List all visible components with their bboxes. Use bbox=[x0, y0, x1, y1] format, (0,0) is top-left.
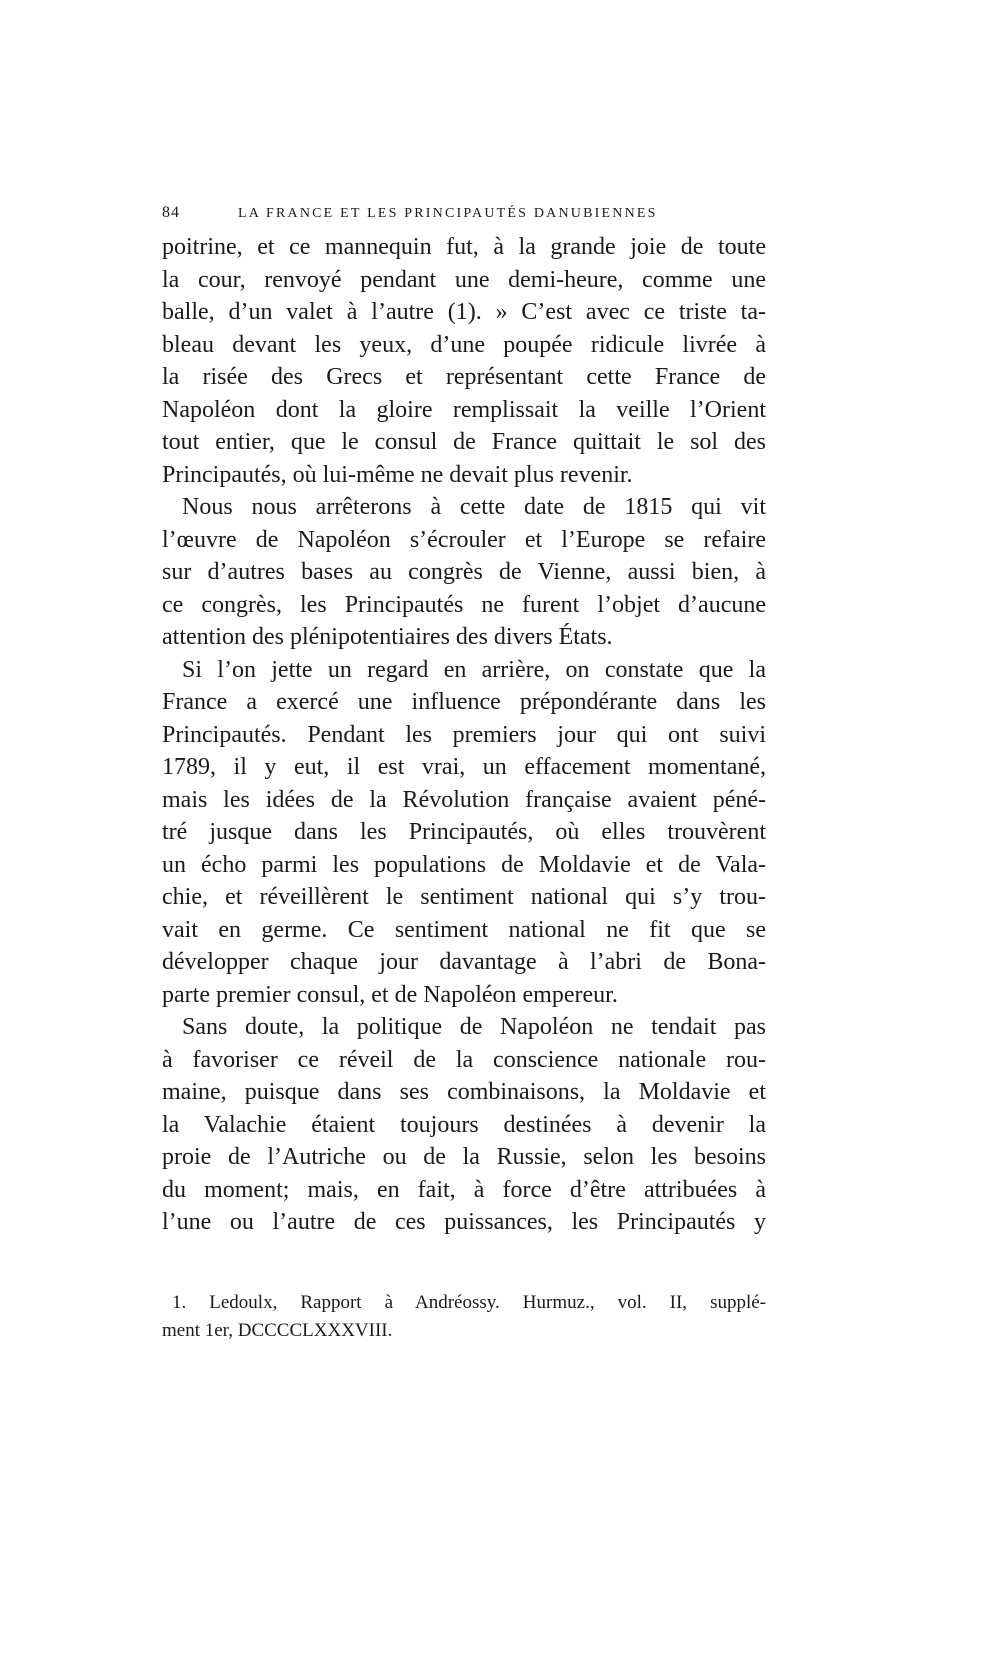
text-line: France a exercé une influence prépondérante dans les bbox=[162, 689, 766, 715]
text-line: parte premier consul, et de Napoléon empereur. bbox=[162, 981, 618, 1008]
text-line: du moment; mais, en fait, à force d’être attribuées à bbox=[162, 1176, 766, 1203]
footnotes bbox=[162, 1289, 766, 1345]
text-line: un écho parmi les populations de Moldavie et de Vala- bbox=[162, 851, 766, 878]
text-line: vait en germe. Ce sentiment national ne fit que se bbox=[162, 916, 766, 943]
text-line: balle, d’un valet à l’autre (1). » C’est avec ce triste ta- bbox=[162, 299, 766, 325]
running-head: LA FRANCE ET LES PRINCIPAUTÉS DANUBIENNES bbox=[238, 206, 658, 221]
text-line: la Valachie étaient toujours destinées à devenir la bbox=[162, 1111, 766, 1138]
text-line: tré jusque dans les Principautés, où elles trouvèrent bbox=[162, 819, 766, 845]
footnote-line: ment 1er, DCCCCLXXXVIII. bbox=[162, 1320, 393, 1341]
text-line: poitrine, et ce mannequin fut, à la grande joie de toute bbox=[162, 234, 766, 260]
text-line: Nous nous arrêterons à cette date de 1815 qui vit bbox=[182, 494, 766, 520]
text-line: Principautés. Pendant les premiers jour qui ont suivi bbox=[162, 721, 766, 748]
text-line: Principautés, où lui-même ne devait plus revenir. bbox=[162, 461, 633, 488]
text-line: la risée des Grecs et représentant cette France de bbox=[162, 364, 766, 390]
text-line: développer chaque jour davantage à l’abri de Bona- bbox=[162, 949, 766, 975]
text-line: proie de l’Autriche ou de la Russie, selon les besoins bbox=[162, 1144, 766, 1170]
text-line: la cour, renvoyé pendant une demi-heure, comme une bbox=[162, 266, 766, 293]
text-line: l’une ou l’autre de ces puissances, les Principautés y bbox=[162, 1209, 766, 1235]
text-line: Napoléon dont la gloire remplissait la veille l’Orient bbox=[162, 396, 766, 423]
text-line: 1789, il y eut, il est vrai, un effacement momentané, bbox=[162, 754, 766, 780]
text-line: attention des plénipotentiaires des divers États. bbox=[162, 624, 613, 650]
text-line: Si l’on jette un regard en arrière, on constate que la bbox=[182, 656, 766, 683]
text-line: tout entier, que le consul de France quittait le sol des bbox=[162, 429, 766, 455]
text-line: sur d’autres bases au congrès de Vienne, aussi bien, à bbox=[162, 559, 766, 585]
text-line: maine, puisque dans ses combinaisons, la Moldavie et bbox=[162, 1079, 766, 1105]
text-line: ce congrès, les Principautés ne furent l’objet d’aucune bbox=[162, 591, 766, 618]
text-line: mais les idées de la Révolution française avaient péné- bbox=[162, 786, 766, 813]
text-line: à favoriser ce réveil de la conscience nationale rou- bbox=[162, 1046, 766, 1073]
text-line: Sans doute, la politique de Napoléon ne tendait pas bbox=[182, 1014, 766, 1040]
body-text bbox=[162, 231, 766, 1239]
text-line: bleau devant les yeux, d’une poupée ridicule livrée à bbox=[162, 331, 766, 358]
text-line: chie, et réveillèrent le sentiment national qui s’y trou- bbox=[162, 884, 766, 910]
page-number: 84 bbox=[162, 204, 180, 221]
text-line: l’œuvre de Napoléon s’écrouler et l’Europe se refaire bbox=[162, 526, 766, 553]
footnote-line: 1. Ledoulx, Rapport à Andréossy. Hurmuz., vol. II, supplé- bbox=[172, 1292, 766, 1313]
page-header bbox=[162, 204, 762, 228]
